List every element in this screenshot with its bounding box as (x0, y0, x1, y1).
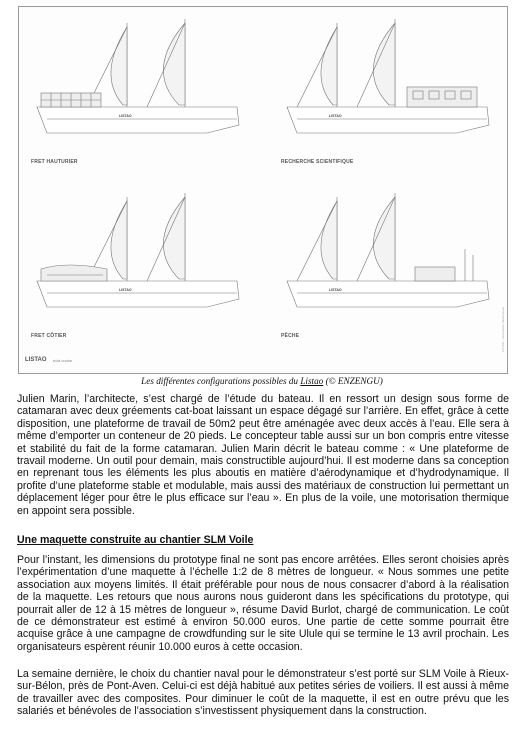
panel-fret-cotier (27, 189, 251, 339)
caption-boat-name: Listao (300, 376, 324, 386)
boat-drawing (277, 189, 501, 334)
figure-caption (0, 376, 524, 386)
paragraph-text: La semaine dernière, le choix du chantier naval pour le démonstrateur s’est porté sur SLM Voile à Rieux-sur-Bélon, près de Pont-Aven. Celui-ci est déjà habitué aux petites séries de voiliers. Il est aussi à même de travailler avec des composites. Pour diminuer le coût de la maquette, il est en outre prévu que les salariés et bénévoles de l’association s’investissent physiquement dans la construction. (17, 668, 509, 718)
paragraph-text: Pour l’instant, les dimensions du prototype final ne sont pas encore arrêtées. Elles seront choisies après l’expérimentation d’une maquette à l’échelle 1:2 de 8 mètres de longueur. « Nous sommes une petite association aux moyens limités. Il était préférable pour nous de nous consacrer d’abord à la réalisation de la maquette. Les retours que nous aurons nous guideront dans les spécifications du prototype, qui pourrait aller de 12 à 15 mètres de longueur », résume David Burlot, chargé de communication. Le coût de ce démonstrateur est estimé à environ 50.000 euros. Une partie de cette somme pourrait être acquise grâce à une campagne de crowdfunding sur le site Ulule qui se termine le 13 avril prochain. Les organisateurs espèrent réunir 10.000 euros à cette occasion. (17, 554, 509, 653)
hull-text: LISTAO (329, 288, 342, 292)
figure-side-text: LISTAO - Association Multicoques (501, 307, 505, 353)
panel-peche (277, 189, 501, 339)
figure-brand: LISTAO (25, 357, 47, 363)
paragraph-text: Julien Marin, l’architecte, s’est chargé de l’étude du bateau. Il en ressort un design sous forme de catamaran avec deux gréements cat-boat laissant un espace dégagé sur l’arrière. En effet, grâce à cette disposition, une plateforme de travail de 50m2 peut être aménagée avec deux accès à l’eau. Elle sera à même d’emporter un conteneur de 20 pieds. Le concepteur table aussi sur un bon compris entre vitesse et stabilité du fait de la forme catamaran. Julien Marin décrit le bateau comme : « Une plateforme de travail moderne. Un outil pour demain, mais constructible aujourd’hui. Il est moderne dans sa conception en reprenant tous les éléments les plus aboutis en matière d’aérodynamique et d’hydrodynamique. Il profite d’une plateforme stable et modulable, mais aussi des matériaux de construction lui permettant un déplacement léger pour être le plus efficace sur l’eau ». En plus de la voile, une motorisation thermique en appoint sera possible. (17, 393, 509, 517)
panel-fret-hauturier (27, 15, 251, 165)
boat-drawing (27, 189, 251, 334)
boat-drawing (277, 15, 501, 160)
caption-credit: (© ENZENGU) (323, 376, 383, 386)
hull-text: LISTAO (119, 288, 132, 292)
caption-text: Les différentes configurations possibles du (141, 376, 301, 386)
figure-brand-sub: écla cruise (53, 358, 73, 363)
article-paragraph-1 (17, 393, 509, 517)
article-paragraph-3 (17, 668, 509, 718)
hull-text: LISTAO (119, 114, 132, 118)
panel-label: PÊCHE (281, 333, 300, 339)
boat-drawing (27, 15, 251, 160)
article-paragraph-2 (17, 554, 509, 653)
panel-label: FRET CÔTIER (31, 333, 67, 339)
boat-configurations-figure (18, 6, 508, 374)
hull-text: LISTAO (329, 114, 342, 118)
panel-label: FRET HAUTURIER (31, 159, 78, 165)
panel-recherche-scientifique (277, 15, 501, 165)
panel-label: RECHERCHE SCIENTIFIQUE (281, 159, 354, 165)
section-heading: Une maquette construite au chantier SLM Voile (17, 534, 254, 546)
